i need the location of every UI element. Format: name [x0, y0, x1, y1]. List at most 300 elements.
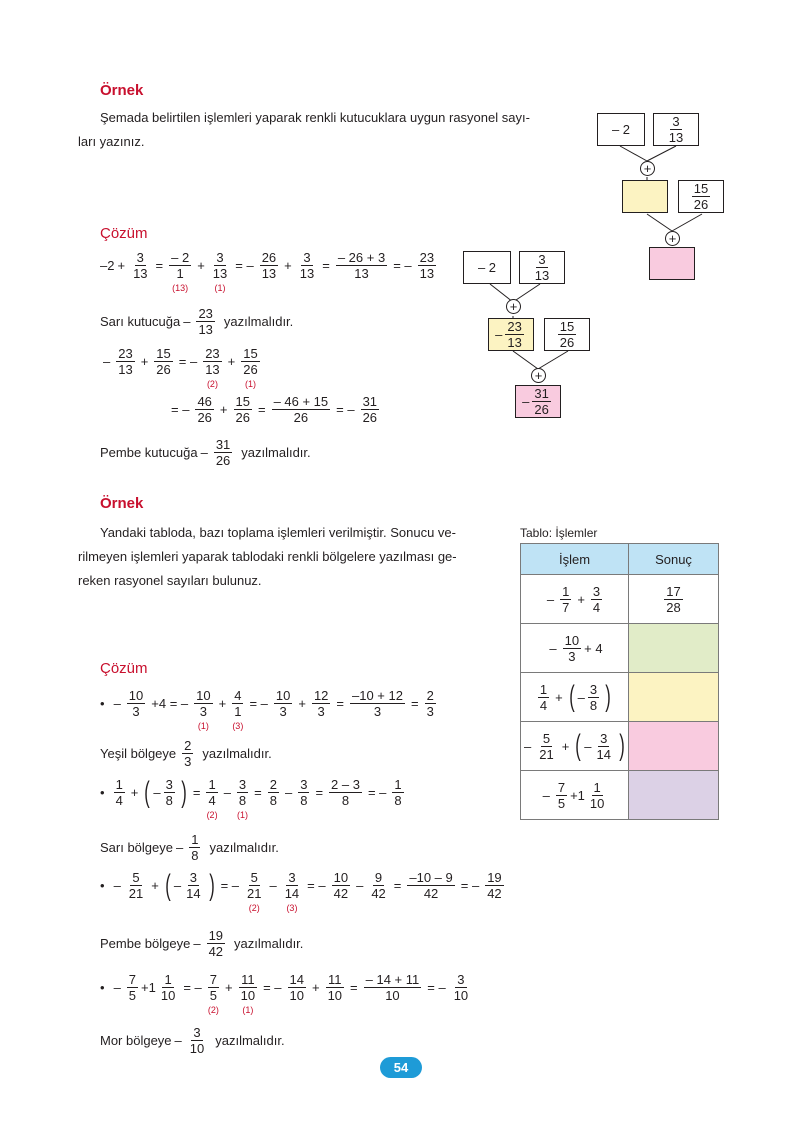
operator: – [176, 840, 184, 855]
denominator: 42 [371, 886, 386, 901]
numerator: 23 [507, 319, 522, 334]
denominator: 3 [199, 704, 207, 719]
operator: = – [249, 696, 268, 711]
numerator: 3 [589, 681, 598, 697]
right-paren: ) [619, 729, 625, 762]
solved-plus-circle-1 [506, 299, 521, 314]
diagram-c-numerator: 15 [693, 181, 709, 196]
numerator: –10 + 12 [352, 688, 403, 703]
denominator: 8 [191, 848, 199, 863]
diagram-plus-circle-2 [665, 231, 680, 246]
fraction [326, 972, 344, 1003]
operator: – [495, 327, 503, 342]
operator: – [183, 314, 191, 329]
example1-yellow-answer [100, 306, 293, 337]
answer-suffix: yazılmalıdır. [209, 840, 279, 855]
denominator: 28 [666, 599, 681, 615]
operator: – [549, 640, 557, 656]
expansion-factor: (1) [197, 721, 209, 731]
fraction [274, 688, 292, 719]
fraction [188, 1025, 206, 1056]
denominator: 42 [208, 944, 224, 959]
fraction [364, 972, 422, 1003]
fraction [234, 394, 252, 425]
numerator: 7 [557, 779, 566, 795]
example1-pink-answer [100, 437, 311, 468]
diagram-value-a: – 2 [611, 122, 631, 137]
fraction [184, 870, 202, 901]
numerator: 11 [241, 972, 255, 987]
numerator: 3 [592, 583, 601, 599]
denominator: 3 [426, 704, 434, 719]
bullet: • [100, 878, 105, 893]
operator: + [298, 696, 306, 711]
fraction [418, 250, 436, 281]
operations-table [520, 543, 719, 820]
operator: = – [263, 980, 282, 995]
operator: + [130, 785, 139, 800]
answer-label: Pembe kutucuğa [100, 445, 198, 460]
expansion-factor: (2) [248, 903, 260, 913]
expansion-factor: (1) [245, 379, 256, 389]
answer-label: Sarı kutucuğa [100, 314, 181, 329]
numerator: 3 [165, 777, 173, 792]
denominator: 21 [247, 886, 262, 901]
denominator: 8 [300, 793, 308, 808]
denominator: 42 [333, 886, 349, 901]
denominator: 8 [589, 697, 598, 713]
fraction [127, 972, 138, 1003]
denominator: 3 [279, 704, 287, 719]
numerator: 15 [156, 346, 171, 361]
denominator: 14 [596, 746, 611, 762]
numerator: 1 [539, 681, 548, 697]
expansion-factor: (1) [242, 1005, 254, 1015]
table-row [521, 624, 719, 673]
operator: = – [178, 354, 198, 369]
operator: +4 = – [151, 696, 189, 711]
fraction [189, 832, 200, 863]
denominator: 8 [341, 793, 350, 808]
operator: – [200, 445, 208, 460]
operation-cell [521, 771, 629, 820]
operator: = [410, 696, 419, 711]
operator: = – [171, 402, 190, 417]
denominator: 13 [534, 268, 550, 283]
numerator: 2 [184, 738, 192, 753]
denominator: 21 [128, 886, 144, 901]
fraction [159, 972, 177, 1003]
expansion-factor: (2) [206, 379, 218, 389]
operator: – [153, 785, 161, 800]
fraction [194, 688, 212, 731]
numerator: 3 [300, 777, 308, 792]
term: + 4 [584, 640, 603, 656]
denominator: 13 [261, 266, 277, 281]
operation-cell [521, 624, 629, 673]
operator: + [151, 878, 159, 893]
operation-cell [521, 673, 629, 722]
operator: + [227, 354, 236, 369]
table-header-operation: İşlem [521, 544, 629, 575]
example1-instruction-line2: ları yazınız. [78, 134, 145, 149]
fraction [425, 688, 436, 719]
numerator: 12 [313, 688, 329, 703]
fraction [239, 972, 257, 1015]
operator: + [577, 591, 585, 607]
fraction [169, 250, 191, 293]
expansion-factor: (1) [214, 283, 226, 293]
numerator: 15 [235, 394, 250, 409]
fraction [268, 777, 279, 808]
denominator: 3 [568, 648, 576, 664]
numerator: – 2 [171, 250, 190, 265]
operator: + [225, 980, 233, 995]
denominator: 13 [354, 266, 369, 281]
numerator: – 14 + 11 [365, 972, 420, 987]
numerator: 3 [288, 870, 296, 885]
denominator: 13 [198, 322, 213, 337]
numerator: – 26 + 3 [337, 250, 386, 265]
bullet: • [100, 980, 105, 995]
fraction [127, 870, 145, 901]
denominator: 5 [128, 988, 137, 1003]
operator: = [322, 258, 330, 273]
example1-math-line3 [168, 394, 382, 425]
numerator: 4 [234, 688, 242, 703]
operator: = – [460, 878, 480, 893]
fraction [392, 777, 403, 808]
denominator: 10 [327, 988, 343, 1003]
denominator: 26 [215, 453, 231, 468]
numerator: 2 [269, 777, 277, 792]
operator: = – [393, 258, 412, 273]
example2-instruction-line1: Yandaki tabloda, bazı toplama işlemleri verilmiştir. Sonucu ve- [100, 525, 456, 540]
fraction [207, 928, 225, 959]
denominator: 21 [539, 746, 554, 762]
answer-suffix: yazılmalıdır. [234, 936, 304, 951]
denominator: 13 [212, 266, 228, 281]
numerator: 10 [333, 870, 349, 885]
answer-label: Pembe bölgeye [100, 936, 191, 951]
answer-suffix: yazılmalıdır. [223, 314, 294, 329]
denominator: 10 [289, 988, 304, 1003]
result-cell-yellow [629, 673, 719, 722]
numerator: 26 [261, 250, 277, 265]
numerator: 14 [289, 972, 304, 987]
operator: – [193, 936, 201, 951]
denominator: 3 [317, 704, 325, 719]
diagram-pink-box [649, 247, 695, 280]
operator: – [284, 785, 293, 800]
operator: – [103, 354, 111, 369]
numerator: 31 [534, 386, 549, 401]
diagram-c-denominator: 26 [693, 197, 709, 212]
example1-solution-heading: Çözüm [100, 225, 148, 242]
table-caption: Tablo: İşlemler [520, 526, 598, 540]
denominator: 3 [184, 754, 192, 769]
numerator: 1 [394, 777, 402, 792]
numerator: 1 [208, 777, 216, 792]
numerator: 1 [593, 779, 601, 795]
diagram-plus-circle-1 [640, 161, 655, 176]
fraction [207, 972, 219, 1015]
numerator: 10 [196, 688, 211, 703]
numerator: 2 – 3 [331, 777, 360, 792]
page-number-badge: 54 [380, 1057, 422, 1078]
left-paren: ( [568, 680, 575, 713]
expansion-factor: (13) [172, 283, 189, 293]
operator: – [546, 591, 555, 607]
left-paren: ( [575, 729, 582, 762]
operator: = – [307, 878, 326, 893]
result-cell-purple [629, 771, 719, 820]
table-header-row [521, 544, 719, 575]
fraction [329, 777, 362, 808]
operator: – [174, 1033, 182, 1048]
numerator: 11 [328, 972, 342, 987]
denominator: 8 [238, 793, 247, 808]
fraction [283, 870, 301, 913]
denominator: 26 [243, 362, 258, 377]
numerator: 31 [215, 437, 231, 452]
fraction [232, 688, 244, 731]
example1-math-line1 [100, 250, 439, 293]
left-paren: ( [165, 868, 171, 902]
pink-answer [100, 928, 303, 959]
denominator: 13 [419, 266, 435, 281]
denominator: 1 [176, 266, 184, 281]
operator: – [542, 787, 550, 803]
numerator: 5 [250, 870, 258, 885]
fraction [312, 688, 330, 719]
expansion-factor: (1) [237, 810, 249, 820]
diagram-b-numerator: 3 [672, 114, 680, 129]
denominator: 26 [293, 410, 309, 425]
term: –2 [100, 258, 115, 273]
numerator: 23 [118, 346, 133, 361]
operator: + [140, 354, 149, 369]
fraction [127, 688, 145, 719]
green-answer [100, 738, 272, 769]
solved-box-b [519, 251, 565, 284]
example2-instruction-line3: reken rasyonel sayıları bulunuz. [78, 573, 262, 588]
denominator: 14 [284, 886, 300, 901]
solved-plus-circle-2 [531, 368, 546, 383]
numerator: 3 [136, 250, 144, 265]
denominator: 26 [559, 335, 575, 350]
fraction [195, 394, 213, 425]
answer-suffix: yazılmalıdır. [215, 1033, 285, 1048]
denominator: 10 [240, 988, 256, 1003]
operator: = – [235, 258, 254, 273]
operator: = – [427, 980, 446, 995]
fraction [260, 250, 278, 281]
operator: + [219, 402, 228, 417]
denominator: 14 [186, 886, 201, 901]
numerator: 3 [238, 777, 247, 792]
right-paren: ) [208, 868, 215, 902]
denominator: 8 [269, 793, 277, 808]
example1-math-line2 [100, 346, 263, 389]
fraction [237, 777, 249, 820]
operator: – [223, 785, 231, 800]
example1-heading: Örnek [100, 82, 144, 99]
operator: = [155, 258, 164, 273]
fraction [206, 777, 218, 820]
term: +1 [141, 980, 156, 995]
table-header-result: Sonuç [629, 544, 719, 575]
solved-box-a [463, 251, 511, 284]
numerator: 23 [419, 250, 435, 265]
numerator: 3 [538, 252, 546, 267]
numerator: 3 [216, 250, 224, 265]
denominator: 13 [205, 362, 220, 377]
operator: – [113, 980, 121, 995]
expansion-factor: (2) [207, 1005, 219, 1015]
denominator: 13 [133, 266, 148, 281]
result-cell-green [629, 624, 719, 673]
bullet: • [100, 785, 105, 800]
fraction [350, 688, 405, 719]
numerator: 10 [128, 688, 144, 703]
denominator: 8 [394, 793, 402, 808]
operator: + [561, 738, 570, 754]
fraction [214, 437, 232, 468]
denominator: 4 [115, 793, 123, 808]
solved-value-a: – 2 [477, 260, 497, 275]
denominator: 7 [562, 599, 570, 615]
fraction [196, 306, 214, 337]
example2-step3 [100, 868, 507, 913]
numerator: –10 – 9 [409, 870, 453, 885]
bullet: • [100, 696, 105, 711]
result-cell-pink [629, 722, 719, 771]
denominator: 4 [539, 697, 548, 713]
operator: + [555, 689, 563, 705]
fraction [452, 972, 470, 1003]
numerator: 10 [275, 688, 291, 703]
denominator: 13 [118, 362, 133, 377]
example2-heading: Örnek [100, 495, 144, 512]
fraction [154, 346, 172, 377]
plus-sign: + [668, 231, 677, 246]
operator: – [173, 878, 182, 893]
numerator: 46 [197, 394, 212, 409]
diagram-b-denominator: 13 [668, 130, 684, 145]
fraction [164, 777, 175, 808]
operator: + [117, 258, 126, 273]
fraction [116, 346, 134, 377]
fraction [131, 250, 149, 281]
operator: + [284, 258, 292, 273]
denominator: 26 [156, 362, 171, 377]
numerator: 2 [426, 688, 434, 703]
answer-label: Mor bölgeye [100, 1033, 172, 1048]
operator: = [257, 402, 266, 417]
operator: – [269, 878, 277, 893]
numerator: 7 [128, 972, 137, 987]
numerator: 1 [164, 972, 172, 987]
numerator: 17 [666, 583, 681, 599]
numerator: 3 [189, 870, 197, 885]
denominator: 26 [197, 410, 212, 425]
fraction [369, 870, 387, 901]
plus-sign: + [534, 368, 543, 383]
numerator: 7 [209, 972, 217, 987]
diagram-box-a [597, 113, 645, 146]
term: +1 [570, 787, 585, 803]
fraction [203, 346, 221, 389]
fraction [336, 250, 387, 281]
example1-instruction-line1: Şemada belirtilen işlemleri yaparak renkli kutucuklara uygun rasyonel sayı- [100, 110, 530, 125]
diagram-box-c [678, 180, 724, 213]
operator: – [524, 738, 532, 754]
table-row [521, 575, 719, 624]
expansion-factor: (3) [232, 721, 244, 731]
fraction [485, 870, 503, 901]
denominator: 3 [132, 704, 140, 719]
operator: – [113, 878, 121, 893]
numerator: 15 [559, 319, 575, 334]
fraction [245, 870, 263, 913]
operator: = [192, 785, 201, 800]
operator: = – [183, 980, 202, 995]
table-row [521, 771, 719, 820]
numerator: 23 [205, 346, 220, 361]
numerator: 10 [564, 632, 580, 648]
operation-cell [521, 575, 629, 624]
answer-label: Yeşil bölgeye [100, 746, 177, 761]
fraction [272, 394, 331, 425]
result-cell [629, 575, 719, 624]
plus-sign: + [643, 161, 652, 176]
solved-yellow-box [488, 318, 534, 351]
denominator: 13 [507, 335, 522, 350]
operation-cell [521, 722, 629, 771]
fraction [298, 250, 316, 281]
denominator: 13 [299, 266, 315, 281]
operator: – [577, 689, 585, 705]
denominator: 26 [362, 410, 378, 425]
table-row [521, 673, 719, 722]
answer-suffix: yazılmalıdır. [202, 746, 272, 761]
denominator: 26 [235, 410, 250, 425]
numerator: 31 [362, 394, 378, 409]
fraction [332, 870, 350, 901]
example2-solution-heading: Çözüm [100, 660, 148, 677]
table-row [521, 722, 719, 771]
diagram-yellow-box [622, 180, 668, 213]
solved-pink-box [515, 385, 561, 418]
answer-suffix: yazılmalıdır. [241, 445, 311, 460]
operator: + [218, 696, 227, 711]
denominator: 10 [189, 1041, 205, 1056]
numerator: 3 [193, 1025, 201, 1040]
answer-label: Sarı bölgeye [100, 840, 173, 855]
numerator: 5 [132, 870, 140, 885]
operator: = – [367, 785, 387, 800]
operator: = [336, 696, 344, 711]
operator: – [356, 878, 364, 893]
numerator: 9 [374, 870, 383, 885]
operator: = [254, 785, 262, 800]
denominator: 4 [208, 793, 216, 808]
plus-sign: + [509, 299, 518, 314]
numerator: 5 [542, 730, 551, 746]
denominator: 8 [165, 793, 173, 808]
denominator: 5 [557, 795, 566, 811]
